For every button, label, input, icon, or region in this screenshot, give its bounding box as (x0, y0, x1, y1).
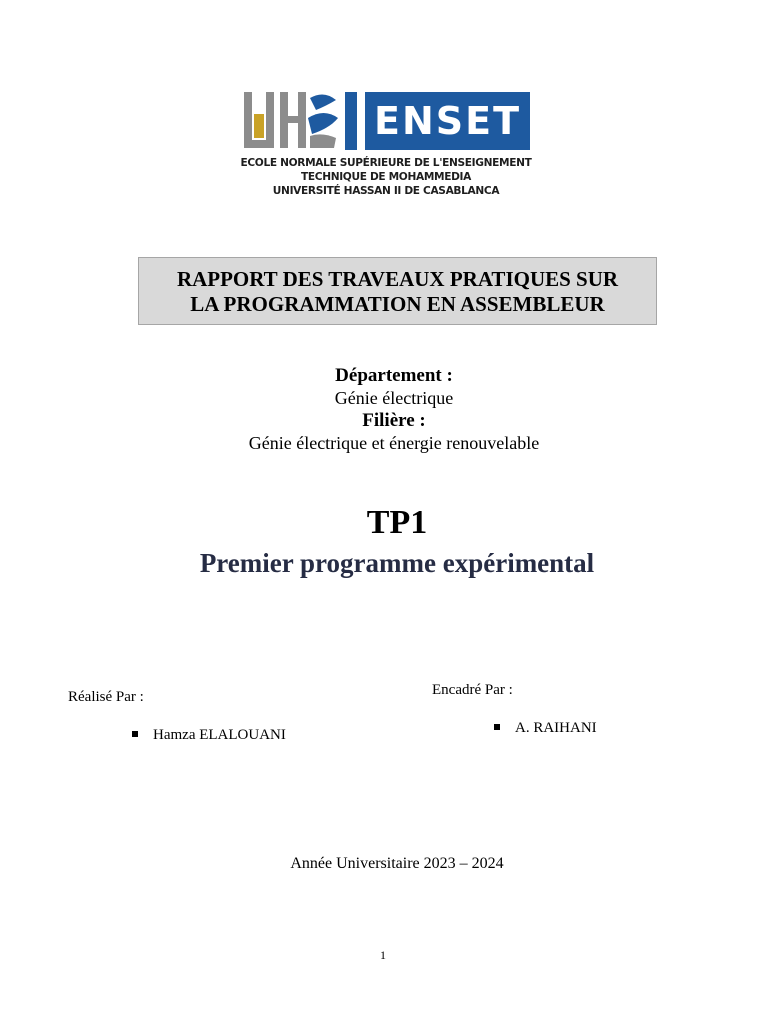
realise-label: Réalisé Par : (68, 689, 144, 705)
encadre-name: A. RAIHANI (515, 720, 597, 736)
department-label: Département : (335, 365, 453, 386)
encadre-item (494, 719, 597, 737)
realise-item (132, 726, 286, 744)
tp-number: TP1 (366, 504, 428, 541)
institution-line: ECOLE NORMALE SUPÉRIEURE DE L'ENSEIGNEMENT (240, 157, 532, 169)
report-title-line: RAPPORT DES TRAVEAUX PRATIQUES SUR (176, 267, 619, 291)
filiere-label: Filière : (362, 410, 426, 431)
bullet-icon (494, 724, 500, 730)
enset-logo (240, 88, 535, 206)
tp-subtitle: Premier programme expérimental (199, 548, 595, 578)
institution-name (240, 156, 532, 198)
institution-line: UNIVERSITÉ HASSAN II DE CASABLANCA (272, 185, 500, 197)
department-value: Génie électrique (334, 388, 454, 408)
institution-line: TECHNIQUE DE MOHAMMEDIA (301, 171, 471, 183)
page-number: 1 (380, 948, 386, 962)
report-title-box (138, 257, 657, 325)
report-title-line: LA PROGRAMMATION EN ASSEMBLEUR (190, 292, 605, 316)
enset-wordmark: ENSET (373, 99, 521, 143)
academic-year: Année Universitaire 2023 – 2024 (290, 855, 504, 872)
bullet-icon (132, 731, 138, 737)
department-block (0, 364, 768, 454)
filiere-value: Génie électrique et énergie renouvelable (248, 433, 540, 453)
encadre-label: Encadré Par : (432, 682, 513, 698)
realise-name: Hamza ELALOUANI (153, 727, 286, 743)
